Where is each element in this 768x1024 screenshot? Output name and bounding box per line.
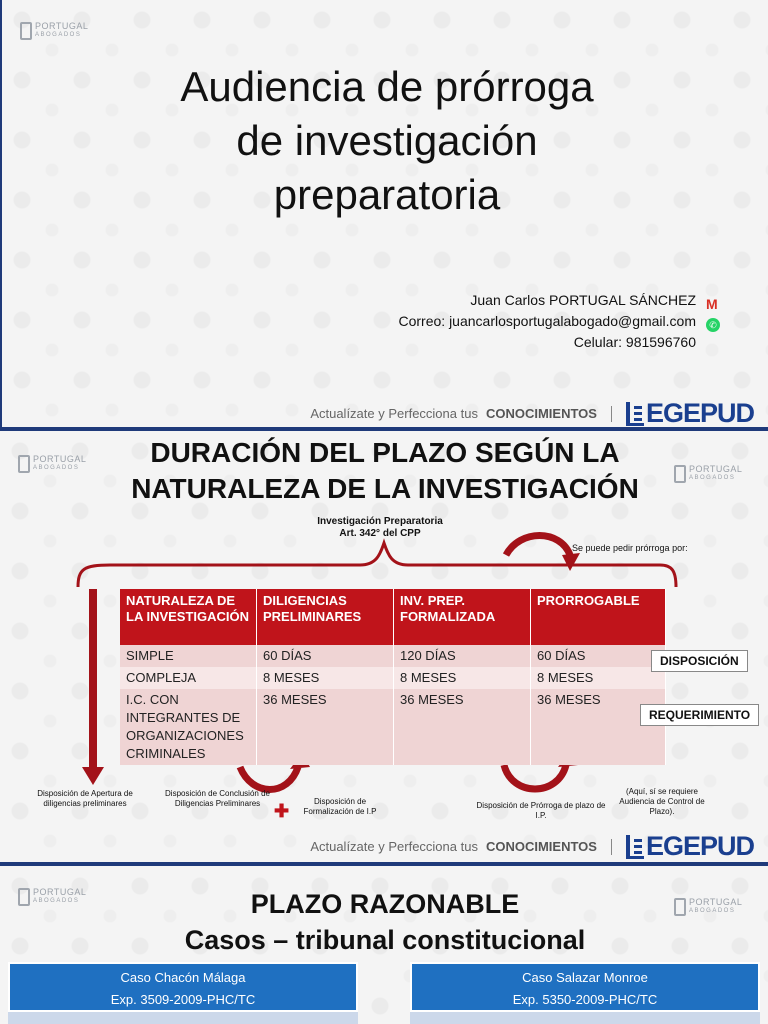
requerimiento-label: REQUERIMIENTO (640, 704, 759, 726)
egepud-logo (626, 831, 754, 862)
table-row (120, 667, 666, 689)
case-body-chacon (8, 1012, 358, 1024)
table-cell: I.C. CON INTEGRANTES DE ORGANIZACIONES CRIMINALES (120, 689, 257, 765)
brace-shape (78, 543, 676, 587)
footer-divider (611, 839, 612, 855)
down-arrow-head (82, 767, 104, 785)
col-header-formalizada: INV. PREP. FORMALIZADA (394, 589, 531, 645)
footer-tagline: Actualízate y Perfecciona tus (310, 839, 478, 854)
table-cell: 120 DÍAS (394, 645, 531, 667)
slide-plazo-subtitle: Casos – tribunal constitucional (184, 925, 586, 955)
table-cell: 36 MESES (394, 689, 531, 765)
annot-prorroga: Disposición de Prórroga de plazo de I.P. (476, 801, 606, 820)
col-header-prorrogable: PRORROGABLE (531, 589, 666, 645)
case-card-salazar (410, 962, 760, 1012)
title-line-3: preparatoria (273, 171, 501, 218)
logo-subtext: ABOGADOS (33, 465, 80, 471)
duration-table (120, 589, 666, 765)
prorroga-bottom-curve-arrow (504, 765, 566, 789)
case-name: Caso Chacón Málaga (120, 970, 246, 985)
contact-block (399, 290, 697, 353)
title-line-1: DURACIÓN DEL PLAZO SEGÚN LA (150, 437, 620, 468)
portugal-logo-icon (20, 22, 32, 40)
logo-text: PORTUGAL (689, 897, 743, 907)
logo-text: PORTUGAL (689, 464, 743, 474)
table-cell: 36 MESES (257, 689, 394, 765)
case-exp: Exp. 5350-2009-PHC/TC (512, 992, 658, 1007)
table-cell: SIMPLE (120, 645, 257, 667)
col-header-naturaleza: NATURALEZA DE LA INVESTIGACIÓN (120, 589, 257, 645)
whatsapp-icon: ✆ (706, 318, 720, 332)
slide-plazo-title: PLAZO RAZONABLE (250, 889, 520, 919)
logo-subtext: ABOGADOS (689, 475, 736, 481)
table-row (120, 689, 666, 765)
brand-name: EGEPUD (645, 398, 754, 427)
case-exp: Exp. 3509-2009-PHC/TC (110, 992, 256, 1007)
table-cell: 36 MESES (531, 689, 666, 765)
table-cell: 8 MESES (531, 667, 666, 689)
logo-text: PORTUGAL (33, 454, 87, 464)
logo-text: PORTUGAL (33, 887, 87, 897)
gmail-icon: M (706, 296, 718, 312)
slide-title-heading (62, 60, 712, 222)
footer-tagline: Actualízate y Perfecciona tus (310, 406, 478, 421)
table-cell: 60 DÍAS (531, 645, 666, 667)
logo-subtext: ABOGADOS (33, 898, 80, 904)
egepud-emblem-icon (626, 835, 644, 859)
table-cell: 8 MESES (257, 667, 394, 689)
title-line-1: Audiencia de prórroga (180, 63, 594, 110)
egepud-logo (626, 398, 754, 427)
case-body-salazar (410, 1012, 760, 1024)
title-line-2: de investigación (236, 117, 538, 164)
slide-title (0, 0, 768, 427)
footer-tagline-bold: CONOCIMIENTOS (485, 406, 597, 421)
portugal-logo (20, 22, 88, 40)
author-email: Correo: juancarlosportugalabogado@gmail.com (398, 313, 696, 329)
case-card-chacon (8, 962, 358, 1012)
footer-divider (611, 406, 612, 422)
table-cell: COMPLEJA (120, 667, 257, 689)
ip-caption-line-2: Art. 342° del CPP (339, 528, 421, 539)
footer-banner (310, 398, 754, 427)
disposicion-label: DISPOSICIÓN (651, 650, 748, 672)
logo-subtext: ABOGADOS (689, 908, 736, 914)
portugal-logo-icon (18, 888, 30, 906)
table-cell: 60 DÍAS (257, 645, 394, 667)
footer-tagline-bold: CONOCIMIENTOS (485, 839, 597, 854)
footer-banner (310, 831, 754, 862)
formalizacion-curve-arrow (240, 767, 298, 790)
slide-plazo-razonable (0, 866, 768, 1024)
title-line-2: NATURALEZA DE LA INVESTIGACIÓN (131, 473, 639, 504)
table-row (120, 645, 666, 667)
author-phone: Celular: 981596760 (573, 334, 696, 350)
table-cell: 8 MESES (394, 667, 531, 689)
col-header-diligencias: DILIGENCIAS PRELIMINARES (257, 589, 394, 645)
author-name: Juan Carlos PORTUGAL SÁNCHEZ (470, 292, 696, 308)
egepud-emblem-icon (626, 402, 644, 426)
annot-audiencia: (Aquí, sí se requiere Audiencia de Control de Plazo). (619, 787, 705, 816)
annot-formalizacion: Disposición de Formalización de I.P (303, 797, 377, 816)
prorroga-curve-arrow (506, 536, 570, 556)
annot-apertura: Disposición de Apertura de diligencias preliminares (37, 789, 133, 808)
slide-duracion (0, 431, 768, 862)
prorroga-note: Se puede pedir prórroga por: (572, 543, 688, 553)
logo-subtext: ABOGADOS (35, 32, 82, 38)
prorroga-curve-arrowhead (562, 553, 580, 571)
plus-icon: ✚ (274, 801, 290, 821)
ip-caption-line-1: Investigación Preparatoria (317, 516, 443, 527)
annot-conclusion: Disposición de Conclusión de Diligencias Preliminares (165, 789, 270, 808)
case-name: Caso Salazar Monroe (522, 970, 648, 985)
brand-name: EGEPUD (645, 831, 754, 861)
logo-text: PORTUGAL (35, 21, 89, 31)
table-header-row (120, 589, 666, 645)
